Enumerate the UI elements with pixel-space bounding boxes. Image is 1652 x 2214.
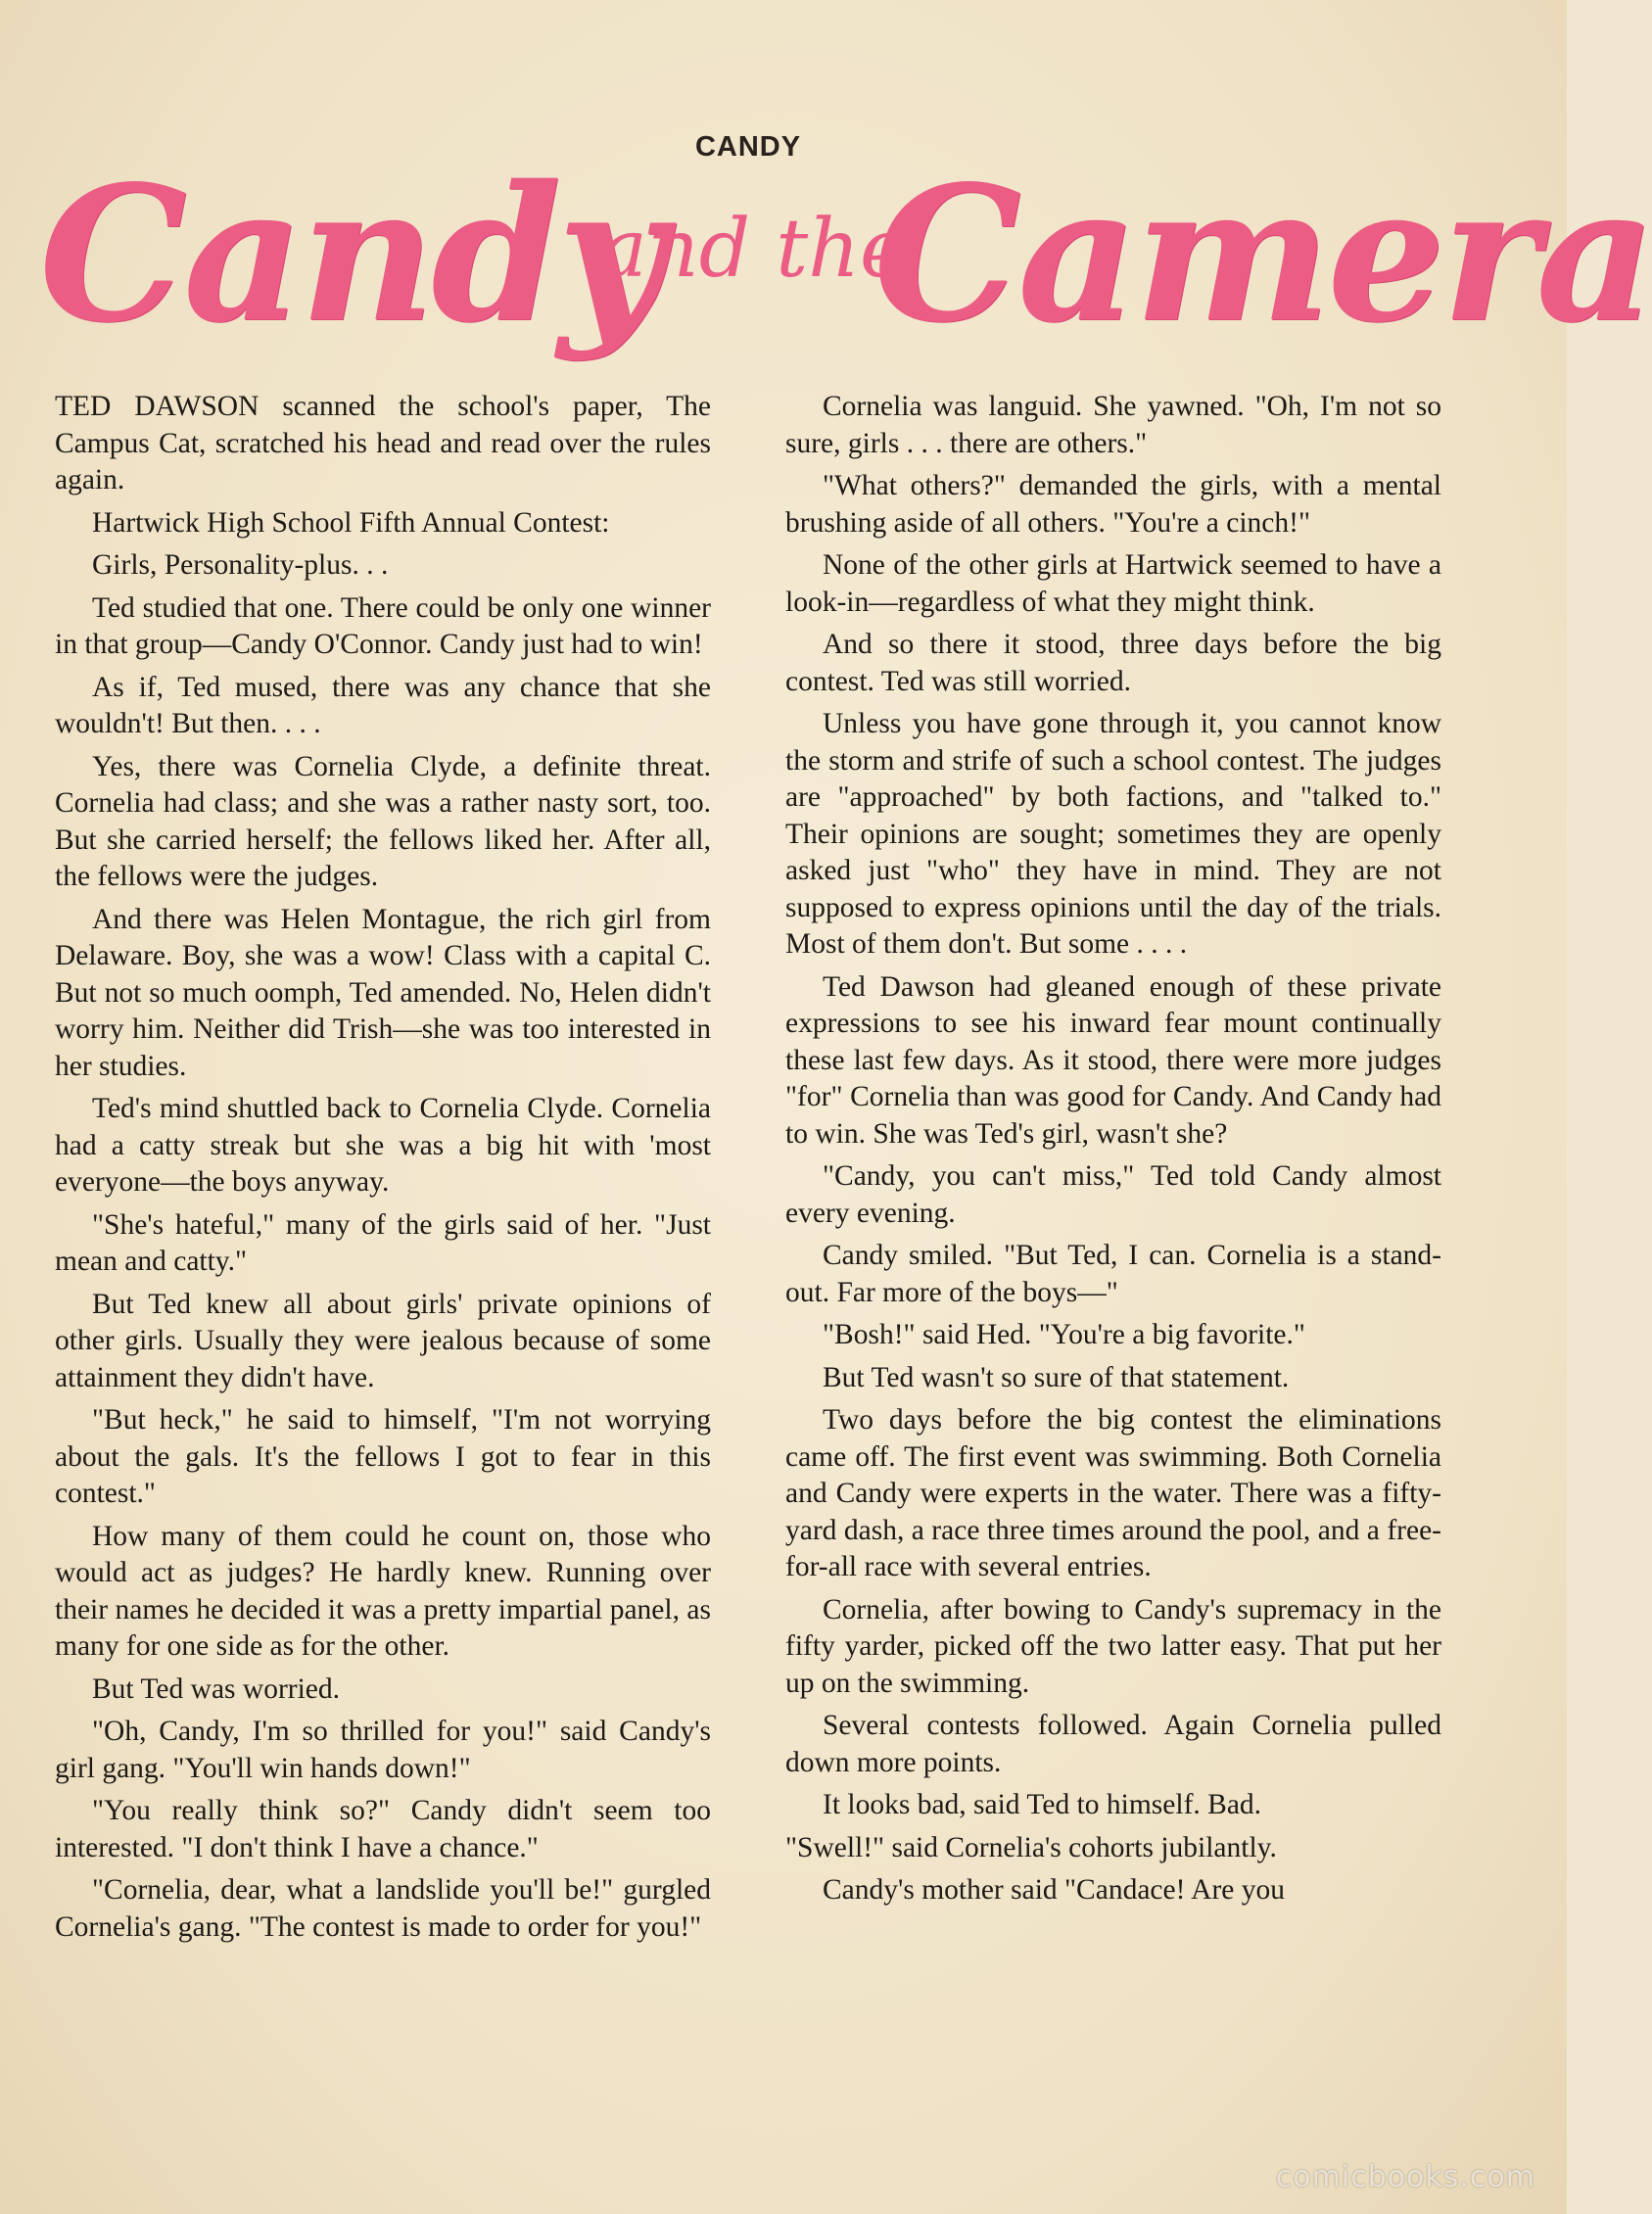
paragraph: "Swell!" said Cornelia's cohorts jubilantly. [785, 1831, 1277, 1863]
paragraph: "Candy, you can't miss," Ted told Candy almost every evening. [785, 1160, 1441, 1229]
paragraph: "Bosh!" said Hed. "You're a big favorite." [823, 1319, 1305, 1350]
paragraph: How many of them could he count on, those who would act as judges? He hardly knew. Running over their names he decided it was a pretty impartial panel, as many for one side as for the other. [55, 1520, 711, 1662]
title-word-camera: Camera [873, 145, 1652, 363]
paragraph: "Cornelia, dear, what a landslide you'll be!" gurgled Cornelia's gang. "The contest is made to order for you!" [55, 1874, 711, 1943]
paragraph: Unless you have gone through it, you cannot know the storm and strife of such a school contest. The judges are "approached" by both factions, and "talked to." Their opinions are sought; sometimes they are openly asked just "who" they have in mind. They are not supposed to express opinions until the day of the trials. Most of them don't. But some . . . . [785, 708, 1441, 960]
paragraph: And so there it stood, three days before the big contest. Ted was still worried. [785, 629, 1441, 697]
right-text-column [785, 389, 1441, 1915]
paragraph: Cornelia was languid. She yawned. "Oh, I'm not so sure, girls . . . there are others." [785, 391, 1441, 459]
paragraph: But Ted was worried. [92, 1672, 341, 1705]
paragraph: Yes, there was Cornelia Clyde, a definite threat. Cornelia had class; and she was a rather nasty sort, too. But she carried herself; the fellows liked her. After all, the fellows were the judges. [55, 750, 711, 892]
paragraph: "You really think so?" Candy didn't seem too interested. "I don't think I have a chance." [55, 1795, 711, 1863]
paragraph: Two days before the big contest the eliminations came off. The first event was swimming. Both Cornelia and Candy were experts in the water. There was a fifty-yard dash, a race three times around the pool, and a free-for-all race with several entries. [785, 1404, 1441, 1582]
paragraph: Cornelia, after bowing to Candy's supremacy in the fifty yarder, picked off the two latter easy. That put her up on the swimming. [785, 1593, 1441, 1699]
paragraph: "She's hateful," many of the girls said of her. "Just mean and catty." [55, 1208, 711, 1277]
paragraph: TED DAWSON scanned the school's paper, The Campus Cat, scratched his head and read over the rules again. [55, 391, 711, 495]
left-text-column [55, 389, 711, 1952]
paragraph: Ted studied that one. There could be only one winner in that group—Candy O'Connor. Candy just had to win! [55, 591, 711, 660]
paragraph: But Ted knew all about girls' private opinions of other girls. Usually they were jealous because of some attainment they didn't have. [55, 1288, 711, 1393]
paragraph: Ted's mind shuttled back to Cornelia Clyde. Cornelia had a catty streak but she was a big hit with 'most everyone—the boys anyway. [55, 1093, 711, 1198]
title-word-and-the: and the [599, 203, 908, 296]
story-kicker: CANDY [694, 131, 802, 163]
paragraph: Ted Dawson had gleaned enough of these private expressions to see his inward fear mount continually these last few days. As it stood, there were more judges "for" Cornelia than was good for Candy. And Candy had to win. She was Ted's girl, wasn't she? [785, 970, 1441, 1150]
paragraph: And there was Helen Montague, the rich girl from Delaware. Boy, she was a wow! Class with a capital C. But not so much oomph, Ted amended. No, Helen didn't worry him. Neither did Trish—she was too interested in her studies. [55, 903, 711, 1082]
paragraph: Hartwick High School Fifth Annual Contest: [92, 506, 610, 539]
watermark: comicbooks.com [1275, 2160, 1535, 2194]
paragraph: Girls, Personality-plus. . . [92, 549, 389, 581]
paragraph: It looks bad, said Ted to himself. Bad. [823, 1789, 1262, 1820]
paragraph: But Ted wasn't so sure of that statement. [823, 1361, 1290, 1393]
title-word-candy: Candy [39, 145, 662, 363]
paragraph: Several contests followed. Again Cornelia pulled down more points. [785, 1710, 1441, 1778]
paragraph: Candy's mother said "Candace! Are you [823, 1874, 1286, 1906]
paragraph: "But heck," he said to himself, "I'm not worrying about the gals. It's the fellows I got to fear in this contest." [55, 1404, 711, 1509]
paragraph: None of the other girls at Hartwick seemed to have a look-in—regardless of what they might think. [785, 549, 1441, 618]
paragraph: As if, Ted mused, there was any chance that she wouldn't! But then. . . . [55, 671, 711, 739]
paragraph: "Oh, Candy, I'm so thrilled for you!" said Candy's girl gang. "You'll win hands down!" [55, 1716, 711, 1784]
paragraph: Candy smiled. "But Ted, I can. Cornelia is a stand-out. Far more of the boys—" [785, 1240, 1441, 1308]
paragraph: "What others?" demanded the girls, with a mental brushing aside of all others. "You're a cinch!" [785, 470, 1441, 539]
